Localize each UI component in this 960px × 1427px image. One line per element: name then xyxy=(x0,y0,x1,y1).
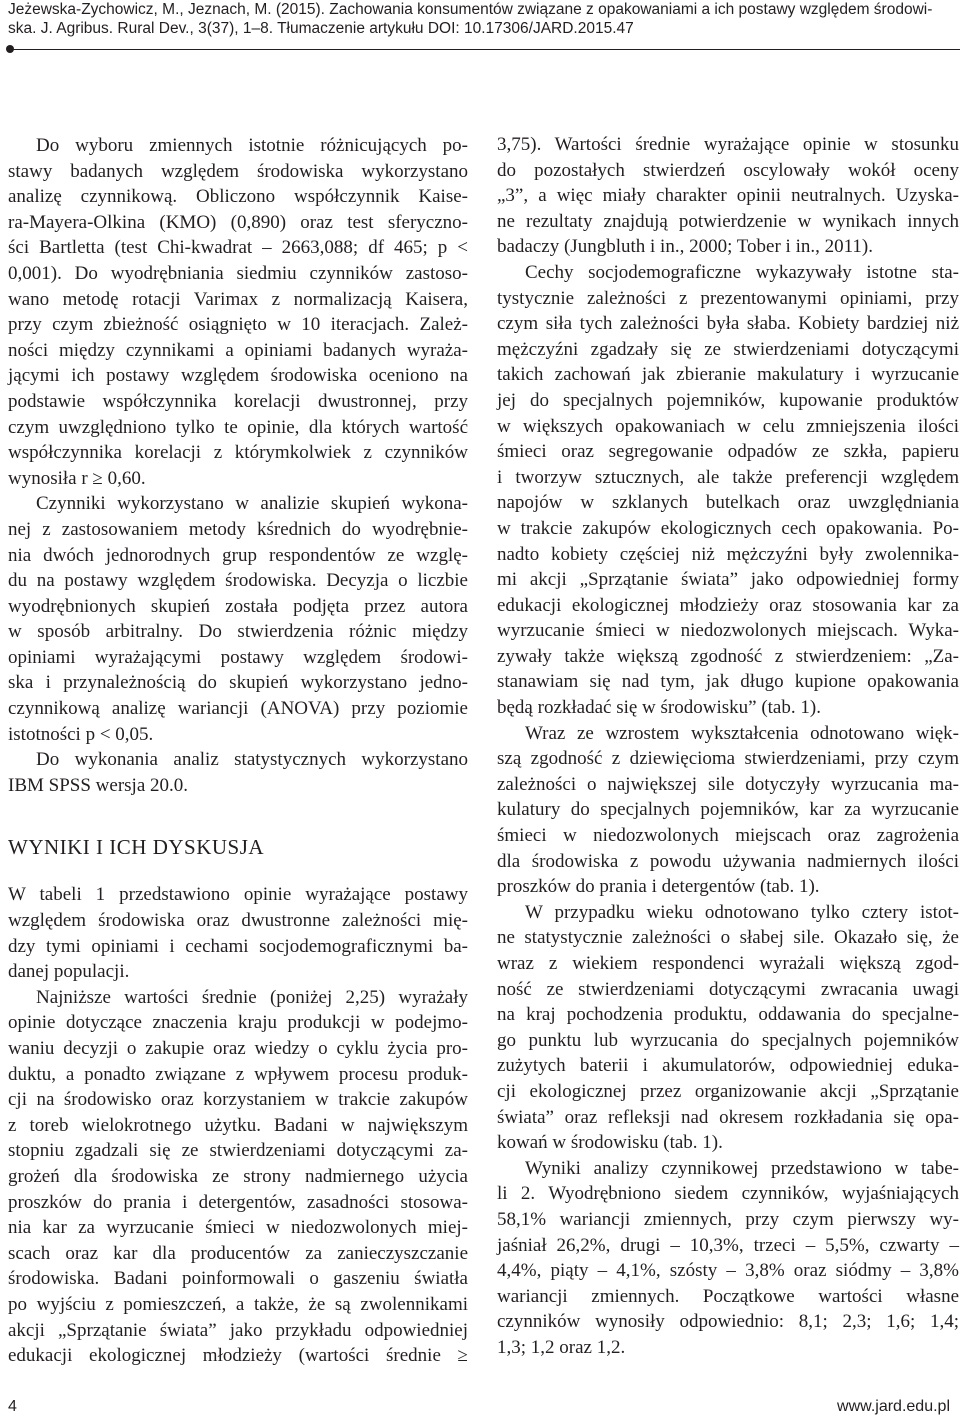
text-line: duktu, a ponadto związane z wpływem procesu produk- xyxy=(8,1063,468,1085)
text-line: edukacji ekologicznej młodzieży (wartości średnie ≥ xyxy=(8,1345,468,1367)
paragraph-sociodemographic xyxy=(497,260,959,721)
text-line: Do wyboru zmiennych istotnie różnicujących po- xyxy=(36,135,468,156)
text-line: go punktu lub wyrzucania do specjalnych pojemników xyxy=(497,1029,959,1051)
text-line: akcji „Sprzątanie świata” jako przykładu odpowiedniej xyxy=(8,1319,468,1341)
text-line: środowiska. Badani poinformowali o gaszeniu światła xyxy=(8,1268,468,1290)
text-line: Najniższe wartości średnie (poniżej 2,25) wyrażały xyxy=(36,986,468,1008)
text-line: ska i przynależnością do skupień wykorzystano jedno- xyxy=(8,672,468,694)
page-number: 4 xyxy=(8,1398,17,1415)
text-line: du na postawy względem środowiska. Decyzja o liczbie xyxy=(8,570,468,592)
text-line: danej populacji. xyxy=(8,961,130,983)
text-line: wariancji zmiennych. Początkowe wartości własne xyxy=(497,1285,959,1307)
text-line: Cechy socjodemograficzne wykazywały istotne sta- xyxy=(525,261,959,283)
header-rule xyxy=(12,49,960,50)
text-line: czynnikową analizę wariancji (ANOVA) przy poziomie xyxy=(8,698,468,720)
text-line: dzy tymi opiniami i cechami socjodemograficznymi ba- xyxy=(8,935,468,957)
text-line: ność ze stwierdzeniami dotyczącymi zwracania uwagi xyxy=(497,978,959,1000)
paragraph-method-software xyxy=(8,747,468,798)
text-line: analizę czynnikową. Obliczono współczynnik Kaise- xyxy=(8,186,468,208)
text-line: współczynnika korelacji z którymkolwiek z czynników xyxy=(8,442,468,464)
text-line: w trakcie zakupów ekologicznych cech opakowania. Po- xyxy=(497,517,959,539)
text-line: W tabeli 1 przedstawiono opinie wyrażające postawy xyxy=(8,884,468,906)
text-line: nej z zastosowaniem metody kśrednich do wyodrębnie- xyxy=(8,518,468,540)
text-line: edukacji ekologicznej młodzieży oraz stosowania kar za xyxy=(497,594,959,616)
text-line: do pozostałych stwierdzeń oscylowały wokół oceny xyxy=(497,159,959,181)
text-line: cji na środowisko oraz korzystaniem w trakcie zakupów xyxy=(8,1089,468,1111)
text-line: ności między czynnikami a opiniami badanych wyraża- xyxy=(8,339,468,361)
text-line: zywały także większą zgodność z stwierdzeniem: „Za- xyxy=(497,645,959,667)
text-line: śmieci w niedozwolonych miejscach oraz zagrożenia xyxy=(497,825,959,847)
citation-line-2: ska. J. Agribus. Rural Dev., 3(37), 1–8. Tłumaczenie artykułu DOI: 10.17306/JARD.2015.47 xyxy=(8,20,634,37)
text-line: czym siła tych zależności była słaba. Kobiety bardziej niż xyxy=(497,313,959,335)
text-line: Wraz ze wzrostem wykształcenia odnotowano więk- xyxy=(525,722,959,744)
text-line: opinie dotyczące znaczenia kraju produkcji w podejmo- xyxy=(8,1012,468,1034)
paragraph-method-factor xyxy=(8,133,468,491)
text-line: i tworzyw sztucznych, ale także preferencji względem xyxy=(497,466,959,488)
text-line: jej do specjalnych pojemników, kupowanie produktów xyxy=(497,389,959,411)
text-line: Wyniki analizy czynnikowej przedstawiono w tabe- xyxy=(525,1157,959,1179)
text-line: wyrzucanie śmieci w niedozwolonych miejscach. Wyka- xyxy=(497,620,959,642)
text-line: Czynniki wykorzystano w analizie skupień wykona- xyxy=(36,493,468,515)
text-line: jaśniał 26,2%, drugi – 10,3%, trzeci – 5,5%, czwarty – xyxy=(497,1234,959,1256)
text-line: świata” oraz refleksji nad okresem rozkładania się opa- xyxy=(497,1106,959,1128)
text-line: mężczyźni zgadzały się ze stwierdzeniami dotyczącymi xyxy=(497,338,959,360)
text-line: Do wykonania analiz statystycznych wykorzystano xyxy=(36,749,468,771)
text-line: stopniu zgadzali się ze stwierdzeniami dotyczącymi za- xyxy=(8,1140,468,1162)
text-line: li 2. Wyodrębniono siedem czynników, wyjaśniających xyxy=(497,1183,959,1205)
text-line: względem środowiska oraz dwustronne zależności mię- xyxy=(8,910,468,932)
text-line: ne statystycznie zależności o słabej sile. Okazało się, że xyxy=(497,927,959,949)
citation-header xyxy=(8,0,953,38)
text-line: wano metodę rotacji Varimax z normalizacją Kaisera, xyxy=(8,288,468,310)
text-line: wraz z wiekiem respondenci wyrażali większą zgod- xyxy=(497,953,959,974)
right-column xyxy=(497,132,959,1361)
text-line: IBM SPSS wersja 20.0. xyxy=(8,774,188,796)
left-column xyxy=(8,133,468,1369)
text-line: 0,001). Do wyodrębniania siedmiu czynników zastoso- xyxy=(8,262,468,284)
journal-url: www.jard.edu.pl xyxy=(837,1398,950,1415)
text-line: mi akcji „Sprzątanie świata” jako odpowiedniej formy xyxy=(497,569,959,591)
citation-line-1: Jeżewska-Zychowicz, M., Jeznach, M. (2015). Zachowania konsumentów związane z opakowaniami a ich postawy względem środowi- xyxy=(8,1,933,18)
text-line: ne rezultaty znajdują potwierdzenie w wynikach innych xyxy=(497,210,959,232)
text-line: zależności o największej sile dotyczyły wyrzucania ma- xyxy=(497,773,959,795)
text-line: dla środowiska z powodu używania nadmiernych ilości xyxy=(497,850,959,872)
text-line: napojów w szklanych butelkach oraz uwzględniania xyxy=(497,492,959,514)
text-line: 4,4%, piąty – 4,1%, szósty – 3,8% oraz siódmy – 3,8% xyxy=(497,1260,959,1282)
paragraph-factor-analysis xyxy=(497,1156,959,1361)
paragraph-method-cluster xyxy=(8,491,468,747)
text-line: zużytych baterii i akumulatorów, odpowiedniej eduka- xyxy=(497,1055,959,1077)
text-line: stanawiam się nad tym, jak długo kupione opakowania xyxy=(497,671,959,693)
text-line: w sposób arbitralny. Do stwierdzenia różnic między xyxy=(8,621,468,643)
text-line: czym uwzględniono tylko te opinie, dla których wartość xyxy=(8,416,468,438)
text-line: szą zgodność z dziewięcioma stwierdzeniami, przy czym xyxy=(497,748,959,770)
text-line: z toreb wielokrotnego użytku. Badani w największym xyxy=(8,1114,468,1136)
text-line: tystycznie zależności z prezentowanymi opiniami, przy xyxy=(497,287,959,309)
text-line: nia kar za wyrzucanie śmieci w niedozwolonych miej- xyxy=(8,1217,468,1239)
text-line: kowań w środowisku (tab. 1). xyxy=(497,1132,723,1154)
text-line: ra-Mayera-Olkina (KMO) (0,890) oraz test sferyczno- xyxy=(8,211,468,233)
text-line: czynników wynosiły odpowiednio: 8,1; 2,3; 1,6; 1,4; xyxy=(497,1311,959,1333)
text-line: grożeń dla środowiska ze strony nadmiernego użycia xyxy=(8,1165,468,1187)
text-line: stawy badanych względem środowiska wykorzystano xyxy=(8,160,468,182)
text-line: śmieci oraz segregowanie odpadów ze szkła, papieru xyxy=(497,441,959,463)
text-line: ści Bartletta (test Chi-kwadrat – 2663,088; df 465; p < xyxy=(8,237,468,259)
text-line: istotności p < 0,05. xyxy=(8,723,154,745)
paragraph-results-lowest xyxy=(8,985,468,1369)
text-line: 1,3; 1,2 oraz 1,2. xyxy=(497,1336,626,1358)
text-line: przy czym zbieżność osiągnięto w 10 iteracjach. Zależ- xyxy=(8,314,468,336)
text-line: nadto kobiety częściej niż mężczyźni były zwolennika- xyxy=(497,543,959,565)
text-line: w większych opakowaniach w celu zmniejszenia ilości xyxy=(497,415,959,437)
text-line: takich zachowań jak zbieranie makulatury i wyrzucanie xyxy=(497,364,959,386)
text-line: proszków do prania i detergentów (tab. 1). xyxy=(497,876,820,898)
text-line: podstawie współczynnika korelacji dwustronnej, przy xyxy=(8,390,468,412)
text-line: opiniami wyrażającymi postawy względem środowi- xyxy=(8,646,468,668)
text-line: na kraj pochodzenia produktu, oddawania do specjalne- xyxy=(497,1004,959,1026)
text-line: „3”, a więc miały charakter opinii neutralnych. Uzyska- xyxy=(497,185,959,207)
text-line: jącymi ich postawy względem środowiska oceniono na xyxy=(8,365,468,387)
text-line: W przypadku wieku odnotowano tylko cztery istot- xyxy=(525,901,959,923)
paragraph-neutral xyxy=(497,132,959,260)
text-line: cji ekologicznej przez organizowanie akcji „Sprzątanie xyxy=(497,1080,959,1102)
paragraph-education xyxy=(497,721,959,900)
paragraph-age xyxy=(497,900,959,1156)
text-line: 58,1% wariancji zmiennych, przy czym pierwszy wy- xyxy=(497,1208,959,1230)
paragraph-results-intro xyxy=(8,882,468,984)
section-heading: WYNIKI I ICH DYSKUSJA xyxy=(8,835,265,860)
text-line: 3,75). Wartości średnie wyrażające opinie w stosunku xyxy=(497,134,959,155)
text-line: kulatury do specjalnych pojemników, kar za wyrzucanie xyxy=(497,799,959,821)
text-line: po wyjściu z pomieszczeń, a także, że są zwolennikami xyxy=(8,1293,468,1315)
text-line: proszków do prania i detergentów, zasadności stosowa- xyxy=(8,1191,468,1213)
text-line: badaczy (Jungbluth i in., 2000; Tober i in., 2011). xyxy=(497,236,873,258)
text-line: waniu decyzji o zakupie oraz wiedzy o cyklu życia pro- xyxy=(8,1038,468,1059)
text-line: wynosiła r ≥ 0,60. xyxy=(8,467,146,489)
text-line: scach oraz kar dla producentów za zanieczyszczanie xyxy=(8,1242,468,1264)
text-line: nia dwóch jednorodnych grup respondentów ze wzglę- xyxy=(8,544,468,566)
text-line: wyodrębnionych skupień została podjęta przez autora xyxy=(8,595,468,617)
text-line: będą rozkładać się w środowisku” (tab. 1). xyxy=(497,697,821,719)
